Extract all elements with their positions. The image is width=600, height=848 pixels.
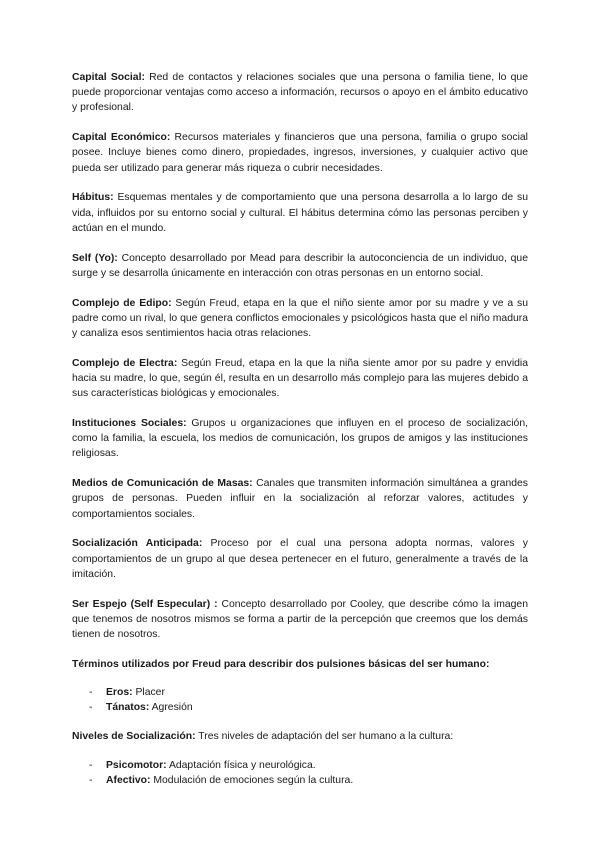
list-item-text: Modulación de emociones según la cultura.: [150, 774, 354, 786]
definition-term: Ser Espejo (Self Especular) :: [72, 598, 218, 610]
definition-medios-comunicacion: [72, 476, 528, 522]
definition-text: Recursos materiales y financieros que una persona, familia o grupo social posee. Incluye bienes como dinero, propiedades, ingresos, inversiones, y cualquier activo que pueda ser utilizado para generar más riqueza o cubrir necesidades.: [72, 132, 528, 174]
definition-text: Según Freud, etapa en la que la niña siente amor por su padre y envidia hacia su madre, lo que, según él, resulta en un desarrollo más complejo para las mujeres debido a sus características biológicas y emocionales.: [72, 357, 528, 400]
definition-text: Concepto desarrollado por Mead para describir la autoconciencia de un individuo, que surge y se desarrolla únicamente en interacción con otras personas en un entorno social.: [72, 252, 528, 279]
definition-text: Esquemas mentales y de comportamiento que una persona desarrolla a lo largo de su vida, influidos por su entorno social y cultural. El hábitus determina cómo las personas perciben y actúan en el mundo.: [72, 192, 528, 234]
freud-list: [72, 685, 528, 715]
list-item: [72, 700, 528, 715]
definition-term: Capital Económico:: [72, 132, 171, 144]
niveles-intro: [72, 729, 528, 744]
definition-term: Socialización Anticipada:: [72, 538, 203, 550]
definition-term: Self (Yo):: [72, 252, 118, 264]
definition-term: Medios de Comunicación de Masas:: [72, 478, 253, 490]
list-item-term: Eros:: [106, 687, 133, 699]
list-item-term: Psicomotor:: [106, 759, 167, 771]
dash-bullet: -: [89, 774, 93, 786]
list-item: [72, 758, 528, 773]
definition-text: Grupos u organizaciones que influyen en el proceso de socialización, como la familia, la escuela, los medios de comunicación, los grupos de amigos y las instituciones religiosas.: [72, 418, 528, 460]
niveles-list: [72, 758, 528, 788]
niveles-text: Tres niveles de adaptación del ser humano a la cultura:: [195, 731, 454, 743]
definition-ser-espejo: [72, 597, 528, 643]
definition-complejo-electra: [72, 356, 528, 402]
definition-text: Concepto desarrollado por Cooley, que describe cómo la imagen que tenemos de nosotros mismos se forma a partir de la percepción que creemos que los demás tienen de nosotros.: [72, 598, 528, 641]
list-item: [72, 685, 528, 700]
dash-bullet: -: [89, 759, 93, 771]
definition-text: Proceso por el cual una persona adopta normas, valores y comportamientos de un grupo al que desea pertenecer en el futuro, generalmente a través de la imitación.: [72, 538, 529, 580]
definition-capital-social: [72, 70, 528, 116]
definition-term: Complejo de Edipo:: [72, 297, 172, 309]
definition-instituciones-sociales: [72, 416, 528, 462]
definition-habitus: [72, 190, 528, 236]
definition-term: Complejo de Electra:: [72, 357, 178, 369]
list-item-text: Placer: [132, 687, 165, 699]
list-item-text: Adaptación física y neurológica.: [166, 759, 316, 771]
definition-term: Instituciones Sociales:: [72, 418, 187, 430]
definition-complejo-edipo: [72, 296, 528, 342]
freud-heading: Términos utilizados por Freud para describir dos pulsiones básicas del ser humano:: [72, 658, 490, 670]
dash-bullet: -: [89, 702, 93, 714]
definition-text: Según Freud, etapa en la que el niño siente amor por su madre y ve a su padre como un rival, lo que genera conflictos emocionales y psicológicos hasta que el niño madura y canaliza esos sentimientos hacia otras relaciones.: [72, 297, 528, 340]
list-item-text: Agresión: [149, 702, 193, 714]
definition-text: Red de contactos y relaciones sociales que una persona o familia tiene, lo que puede proporcionar ventajas como acceso a información, recursos o apoyo en el ámbito educativo y profesional.: [72, 72, 528, 114]
document-page: [72, 70, 528, 802]
definition-term: Capital Social:: [72, 72, 145, 83]
definition-self: [72, 251, 528, 281]
definition-capital-economico: [72, 130, 528, 176]
definition-text: Canales que transmiten información simultánea a grandes grupos de personas. Pueden influir en la socialización al reforzar valores, actitudes y comportamientos sociales.: [72, 478, 528, 520]
niveles-term: Niveles de Socialización:: [72, 731, 196, 743]
list-item: [72, 773, 528, 788]
list-item-term: Afectivo:: [106, 774, 151, 786]
dash-bullet: -: [89, 687, 93, 699]
definition-socializacion-anticipada: [72, 536, 528, 582]
list-item-term: Tánatos:: [106, 702, 150, 714]
definition-term: Hábitus:: [72, 192, 114, 204]
